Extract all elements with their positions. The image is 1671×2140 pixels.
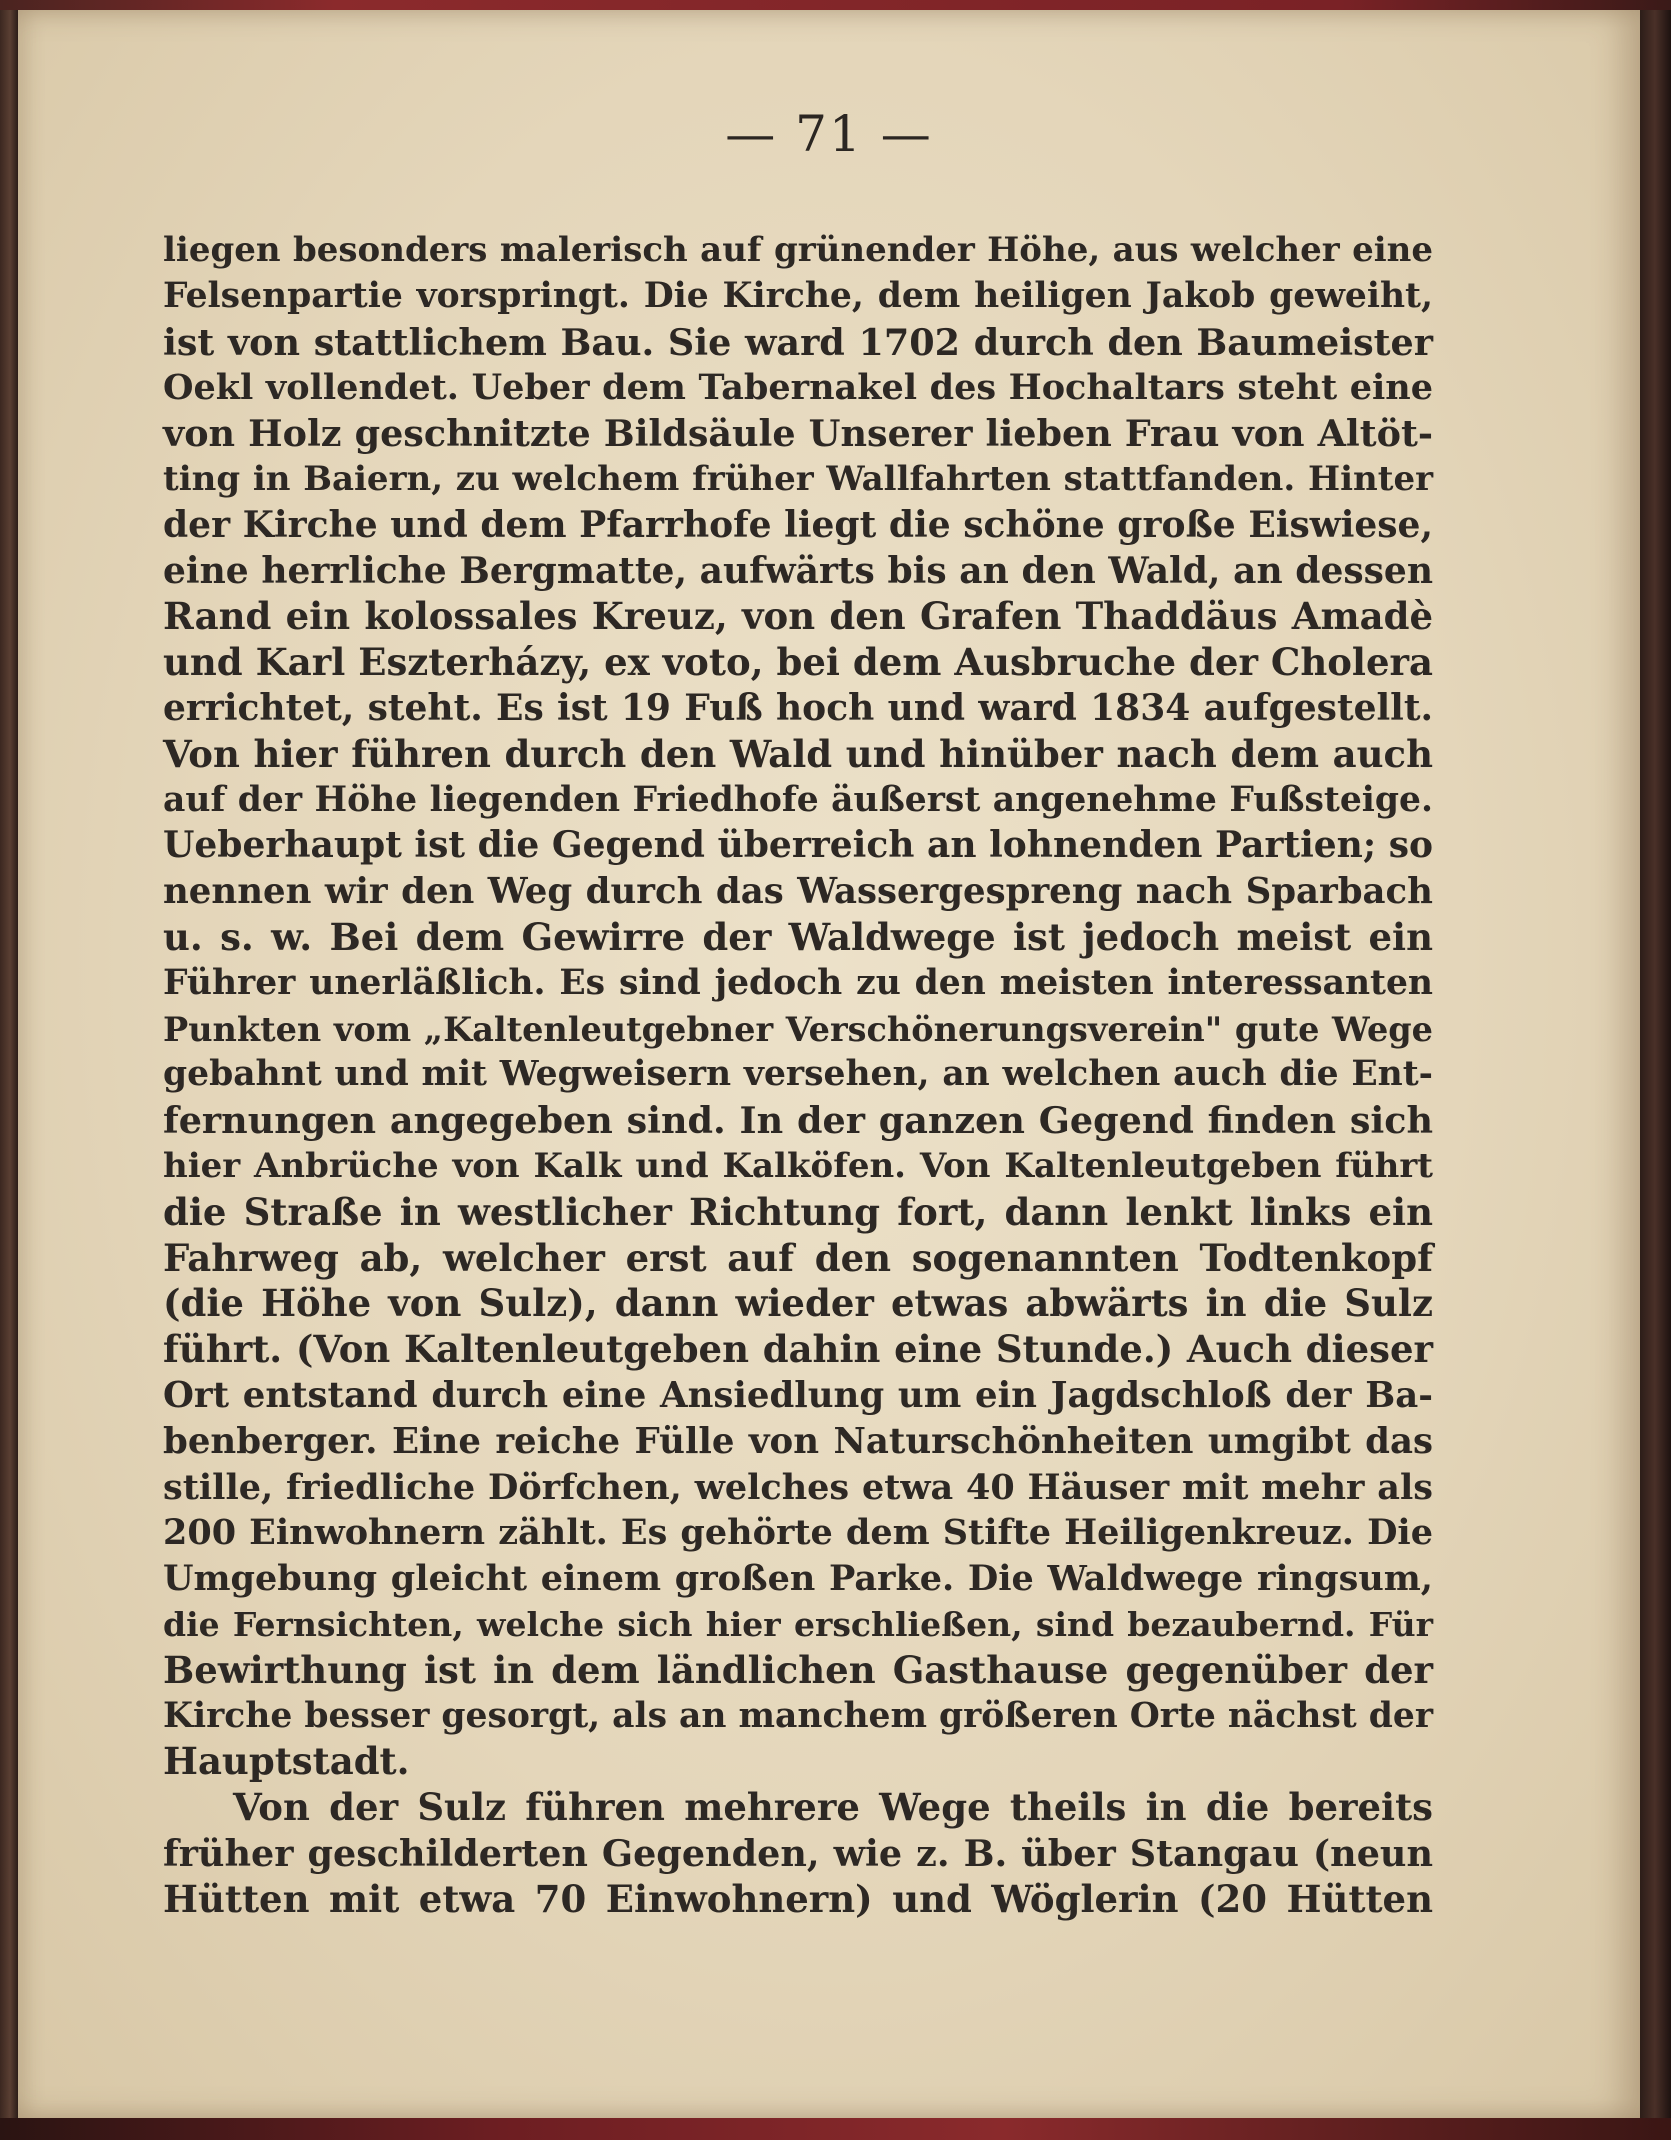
text-line: Umgebung gleicht einem großen Parke. Die Waldwege ringsum, xyxy=(163,1558,1433,1600)
text-line: ist von stattlichem Bau. Sie ward 1702 durch den Baumeister xyxy=(163,320,1433,364)
body-text xyxy=(163,228,1433,1922)
text-line: gebahnt und mit Wegweisern versehen, an welchen auch die Ent- xyxy=(163,1054,1433,1095)
text-line: errichtet, steht. Es ist 19 Fuß hoch und ward 1834 aufgestellt. xyxy=(163,686,1433,729)
text-line: liegen besonders malerisch auf grünender Höhe, aus welcher eine xyxy=(163,230,1433,270)
text-line: Fahrweg ab, welcher erst auf den sogenannten Todtenkopf xyxy=(163,1235,1433,1280)
text-line: Hütten mit etwa 70 Einwohnern) und Wöglerin (20 Hütten xyxy=(163,1876,1433,1921)
text-line: Führer unerläßlich. Es sind jedoch zu den meisten interessanten xyxy=(163,962,1433,1003)
text-line: auf der Höhe liegenden Friedhofe äußerst angenehme Fußsteige. xyxy=(163,779,1433,820)
text-line: hier Anbrüche von Kalk und Kalköfen. Von Kaltenleutgeben führt xyxy=(163,1145,1433,1186)
text-line: Felsenpartie vorspringt. Die Kirche, dem heiligen Jakob geweiht, xyxy=(163,275,1433,316)
text-line: der Kirche und dem Pfarrhofe liegt die schöne große Eiswiese, xyxy=(163,503,1433,546)
text-line: Rand ein kolossales Kreuz, von den Grafen Thaddäus Amadè xyxy=(163,594,1433,639)
text-line: (die Höhe von Sulz), dann wieder etwas abwärts in die Sulz xyxy=(163,1281,1433,1326)
text-line: die Straße in westlicher Richtung fort, dann lenkt links ein xyxy=(163,1189,1433,1234)
text-line: 200 Einwohnern zählt. Es gehörte dem Stifte Heiligenkreuz. Die xyxy=(163,1512,1433,1554)
text-line: die Fernsichten, welche sich hier erschließen, sind bezaubernd. Für xyxy=(163,1604,1433,1644)
book-page xyxy=(18,10,1640,2118)
text-line: nennen wir den Weg durch das Wassergespreng nach Sparbach xyxy=(163,871,1433,913)
text-line: stille, friedliche Dörfchen, welches etwa 40 Häuser mit mehr als xyxy=(163,1466,1433,1508)
text-line: Hauptstadt. xyxy=(163,1739,410,1784)
text-line: und Karl Eszterházy, ex voto, bei dem Ausbruche der Cholera xyxy=(163,640,1433,685)
text-line: ting in Baiern, zu welchem früher Wallfahrten stattfanden. Hinter xyxy=(163,458,1433,499)
text-line: Punkten vom „Kaltenleutgebner Verschönerungsverein" gute Wege xyxy=(163,1009,1433,1049)
book-cover-top-edge xyxy=(0,0,1671,10)
text-line: Von hier führen durch den Wald und hinüber nach dem auch xyxy=(163,731,1433,776)
book-cover-bottom-edge xyxy=(0,2118,1671,2140)
text-line: Von der Sulz führen mehrere Wege theils in die bereits xyxy=(233,1785,1433,1830)
text-line: früher geschilderten Gegenden, wie z. B. über Stangau (neun xyxy=(163,1831,1433,1875)
page-number: — 71 — xyxy=(725,105,933,163)
text-line: von Holz geschnitzte Bildsäule Unserer lieben Frau von Altöt- xyxy=(163,412,1433,456)
text-line: eine herrliche Bergmatte, aufwärts bis an den Wald, an dessen xyxy=(163,549,1433,592)
text-line: fernungen angegeben sind. In der ganzen Gegend finden sich xyxy=(163,1099,1433,1143)
text-line: Ueberhaupt ist die Gegend überreich an lohnenden Partien; so xyxy=(163,824,1433,867)
text-line: Ort entstand durch eine Ansiedlung um ein Jagdschloß der Ba- xyxy=(163,1374,1433,1416)
text-line: Oekl vollendet. Ueber dem Tabernakel des Hochaltars steht eine xyxy=(163,367,1433,409)
text-line: benberger. Eine reiche Fülle von Naturschönheiten umgibt das xyxy=(163,1420,1433,1462)
text-line: u. s. w. Bei dem Gewirre der Waldwege ist jedoch meist ein xyxy=(163,914,1433,959)
text-line: führt. (Von Kaltenleutgeben dahin eine Stunde.) Auch dieser xyxy=(163,1327,1433,1372)
text-line: Bewirthung ist in dem ländlichen Gasthause gegenüber der xyxy=(163,1647,1433,1692)
text-line: Kirche besser gesorgt, als an manchem größeren Orte nächst der xyxy=(163,1695,1433,1736)
